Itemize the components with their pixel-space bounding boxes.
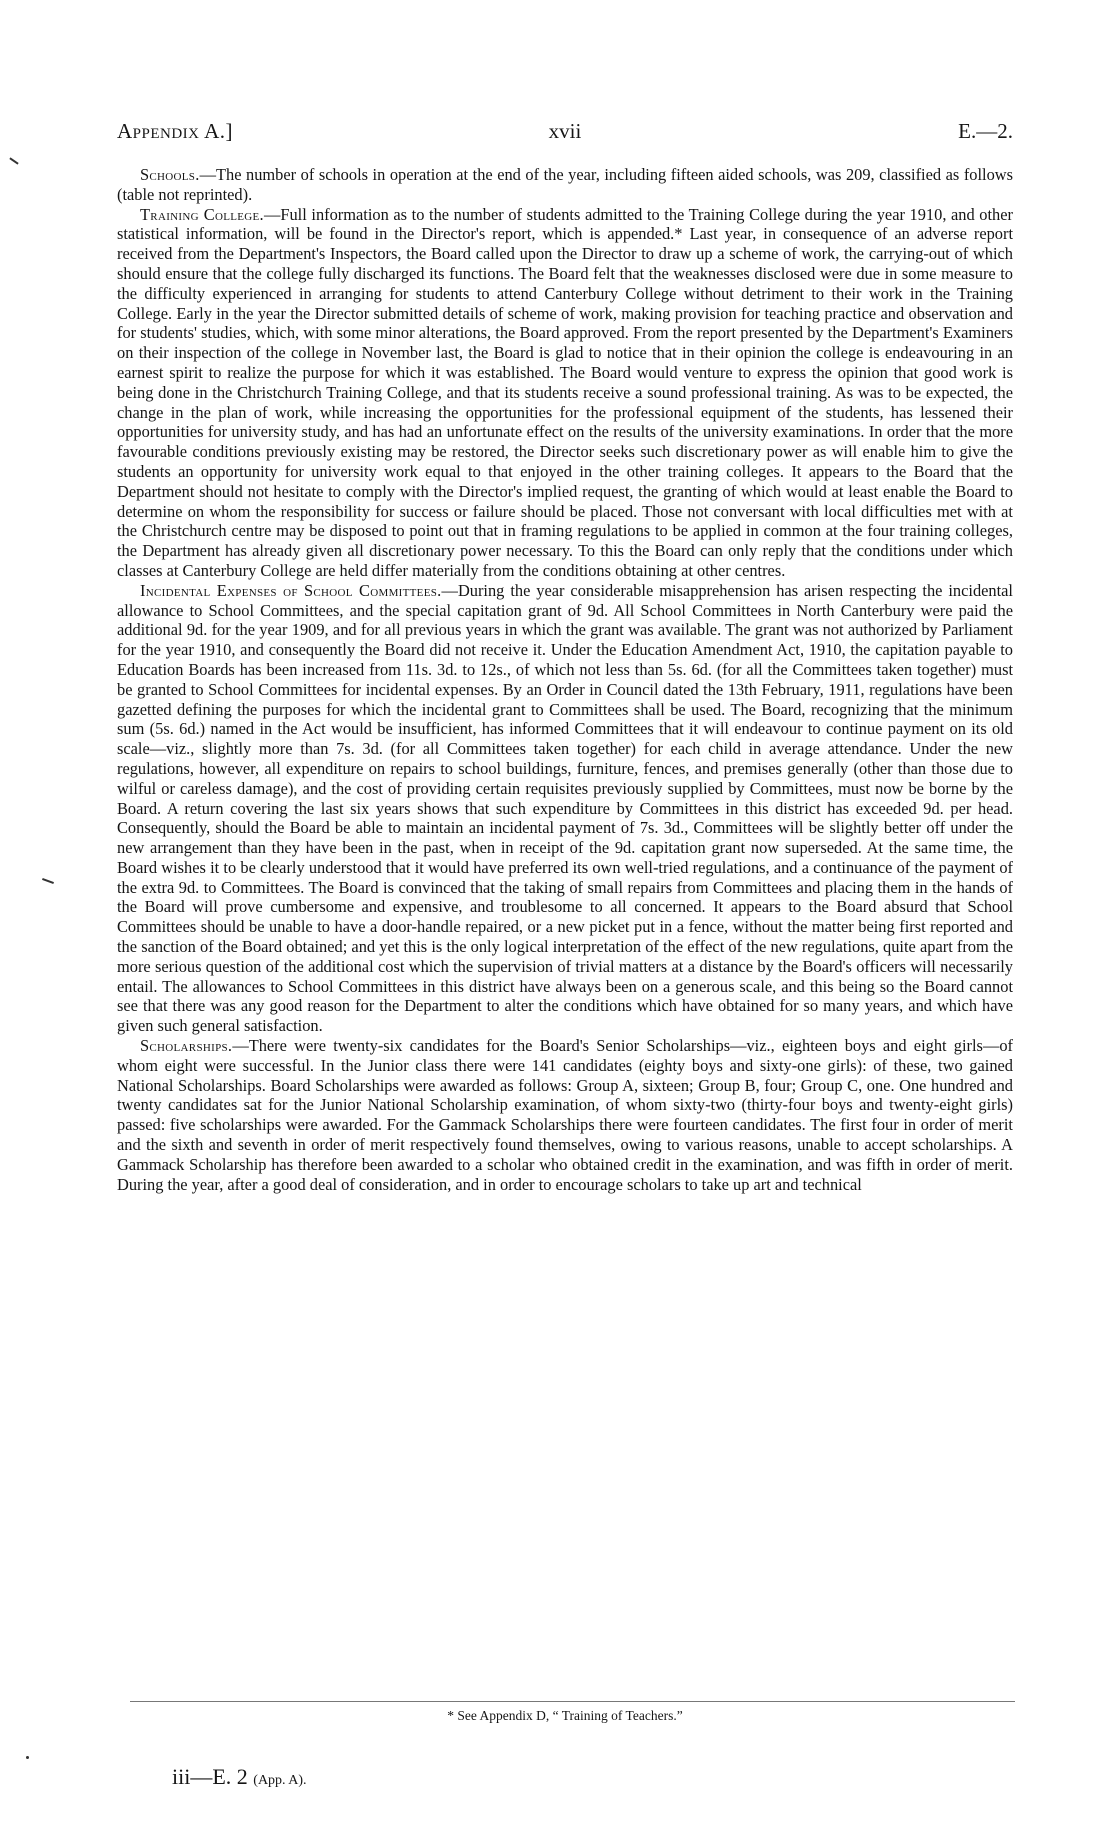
paragraph-scholarships [117, 1036, 1013, 1194]
paragraph-text: —There were twenty-six candidates for the Board's Senior Scholarships—viz., eighteen boys and eight girls—of whom eight were successful. In the Junior class there were 141 candidates (eighty boys and sixty-one girls): of these, two gained National Scholarships. Board Scholarships were awarded as follows: Group A, sixteen; Group B, four; Group C, one. One hundred and twenty candidates sat for the Junior National Scholarship examination, of whom sixty-two (thirty-four boys and twenty-eight girls) passed: five scholarships were awarded. For the Gammack Scholarships there were fourteen candidates. The first four in order of merit and the sixth and seventh in order of merit respectively found themselves, owing to various reasons, unable to accept scholarships. A Gammack Scholarship has therefore been awarded to a scholar who obtained credit in the examination, and was fifth in order of merit. During the year, after a good deal of consideration, and in order to encourage scholars to take up art and technical [117, 1036, 1013, 1194]
paragraph-text: —During the year considerable misapprehension has arisen respecting the incidental allowance to School Committees, and the special capitation grant of 9d. All School Committees in North Canterbury were paid the additional 9d. for the year 1909, and for all previous years in which the grant was available. The grant was not authorized by Parliament for the year 1910, and consequently the Board did not receive it. Under the Education Amendment Act, 1910, the capitation payable to Education Boards has been increased from 11s. 3d. to 12s., of which not less than 5s. 6d. (for all the Committees taken together) must be granted to School Committees for incidental expenses. By an Order in Council dated the 13th February, 1911, regulations have been gazetted defining the purposes for which the incidental grant to Committees shall be used. The Board, recognizing that the minimum sum (5s. 6d.) named in the Act would be insufficient, has informed Committees that it will endeavour to continue payment on its old scale—viz., slightly more than 7s. 3d. (for all Committees taken together) for each child in average attendance. Under the new regulations, however, all expenditure on repairs to school buildings, furniture, fences, and premises generally (other than those due to wilful or careless damage), and the cost of providing certain requisites previously supplied by Committees, must now be borne by the Board. A return covering the last six years shows that such expenditure by Committees in this district has exceeded 9d. per head. Consequently, should the Board be able to maintain an incidental payment of 7s. 3d., Committees will be slightly better off under the new arrangement than they have been in the past, when in receipt of the 9d. capitation grant now superseded. At the same time, the Board wishes it to be clearly understood that it would have preferred its own well-tried regulations, and a continuance of the payment of the extra 9d. to Committees. The Board is convinced that the taking of small repairs from Committees and placing them in the hands of the Board will prove cumbersome and expensive, and troublesome to all concerned. It appears to the Board absurd that School Committees should be unable to have a door-handle repaired, or a new picket put in a fence, without the matter being first reported and the sanction of the Board obtained; and yet this is the only logical interpretation of the effect of the new regulations, quite apart from the more serious question of the additional cost which the supervision of trivial matters at a distance by the Board's officers will necessarily entail. The allowances to School Committees in this district have always been on a generous scale, and this being so the Board cannot see that there was any good reason for the Department to alter the conditions which have obtained for so many years, and which have given such general satisfaction. [117, 580, 1013, 1036]
scan-mark-middle [42, 878, 54, 884]
signature-main: iii—E. 2 [172, 1764, 248, 1789]
paragraph-schools [117, 165, 1013, 205]
printer-signature-mark [172, 1764, 307, 1790]
paragraph-incidental-expenses [117, 581, 1013, 1036]
header-document-code: E.—2. [958, 119, 1013, 143]
section-heading: Scholarships. [140, 1036, 233, 1056]
section-heading: Schools. [140, 165, 200, 184]
header-page-number: xvii [548, 119, 582, 143]
paragraph-training-college [117, 205, 1013, 581]
paragraph-text: —The number of schools in operation at the end of the year, including fifteen aided schools, was 209, classified as follows (table not reprinted). [117, 165, 1013, 204]
section-heading: Training College. [140, 204, 264, 224]
scan-mark-bottom [26, 1756, 29, 1759]
footnote: * See Appendix D, “ Training of Teachers.” [447, 1708, 683, 1723]
section-heading: Incidental Expenses of School Committees. [140, 580, 442, 600]
paragraph-text: —Full information as to the number of students admitted to the Training College during the year 1910, and other statistical information, will be found in the Director's report, which is appended.* Last year, in consequence of an adverse report received from the Department's Inspectors, the Board called upon the Director to draw up a scheme of work, the carrying-out of which should ensure that the college fully discharged its functions. The Board felt that the weaknesses disclosed were due in some measure to the difficulty experienced in arranging for students to attend Canterbury College without detriment to their work in the Training College. Early in the year the Director submitted details of scheme of work, making provision for teaching practice and observation and for students' studies, which, with some minor alterations, the Board approved. From the report presented by the Department's Examiners on their inspection of the college in November last, the Board is glad to notice that in their opinion the college is endeavouring in an earnest spirit to realize the purpose for which it was established. The Board would venture to express the opinion that good work is being done in the Christchurch Training College, and that its students receive a sound professional training. As was to be expected, the change in the plan of work, while increasing the opportunities for the professional equipment of the students, has lessened their opportunities for university study, and has had an unfortunate effect on the results of the university examinations. In order that the more favourable conditions previously existing may be restored, the Director seeks such discretionary power as will enable him to give the students an opportunity for university work equal to that enjoyed in the other training colleges. It appears to the Board that the Department should not hesitate to comply with the Director's implied request, the granting of which would at least enable the Board to determine on whom the responsibility for success or failure should be placed. Those not conversant with local difficulties met with at the Christchurch centre may be disposed to point out that in framing regulations to be applied in common at the four training colleges, the Department has already given all discretionary power necessary. To this the Board can only reply that the conditions under which classes at Canterbury College are held differ materially from the conditions obtaining at other centres. [117, 204, 1013, 580]
header-appendix-label: Appendix A.] [117, 119, 234, 143]
body-text [117, 165, 1013, 1194]
footnote-divider [130, 1701, 1015, 1702]
scan-mark-top [9, 157, 18, 164]
signature-small: (App. A). [253, 1773, 307, 1788]
page-header [117, 119, 1013, 149]
